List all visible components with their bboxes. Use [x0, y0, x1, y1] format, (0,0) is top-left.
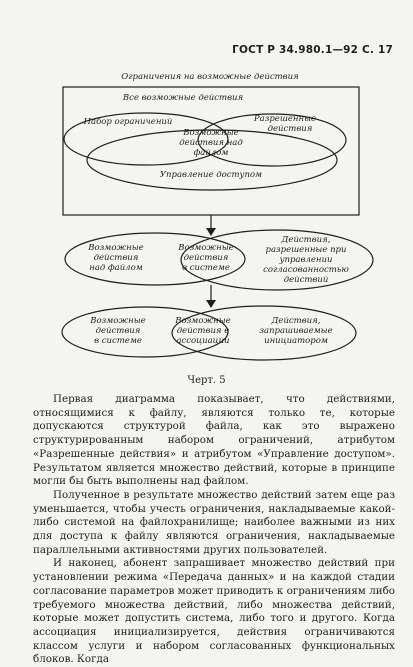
constraint-set-label: Набор ограничений [83, 117, 173, 127]
d3-right-label-1: Действия, [271, 316, 321, 326]
d3-right-label-2: запрашиваемые [259, 326, 333, 336]
d2-left-label-1: Возможные [88, 243, 144, 253]
flow-arrow-2-head [206, 300, 216, 308]
paragraph: Полученное в результате множество действий затем еще раз уменьшается, чтобы учесть ограничения, накладываемые какой-либо системой на файлохранилище; наиболее важными из них для доступа к файлу являются ограничения, накладываемые параллельными активностями других пользователей. [33, 488, 395, 556]
flow-arrow-1-head [206, 228, 216, 236]
d2-center-label-3: в системе [182, 263, 230, 273]
d3-right-label-3: инициатором [264, 336, 328, 346]
file-actions-label-2: действия над [179, 138, 243, 148]
d2-left-label-3: над файлом [89, 263, 143, 273]
d2-right-label-3: управлении [279, 255, 333, 265]
figure-title: Ограничения на возможные действия [121, 72, 299, 82]
permitted-actions-label-2: действия [267, 124, 313, 134]
file-actions-label-1: Возможные [183, 128, 239, 138]
d3-left-label-3: в системе [94, 336, 142, 346]
d2-center-label-2: действия [183, 253, 229, 263]
body-text [33, 393, 395, 667]
figure-caption: Черт. 5 [187, 375, 226, 386]
access-control-label: Управление доступом [159, 170, 263, 180]
d2-right-label-2: разрешенные при [265, 245, 347, 255]
d2-right-label-4: согласованностью [263, 265, 349, 275]
d3-left-label-1: Возможные [90, 316, 146, 326]
file-actions-label-3: файлом [193, 148, 229, 158]
all-actions-label: Все возможные действия [122, 93, 244, 103]
d2-right-label-5: действий [283, 275, 329, 285]
d3-left-label-2: действия [95, 326, 141, 336]
paragraph: И наконец, абонент запрашивает множество действий при установлении режима «Передача данных» и на каждой стадии согласование параметров может приводить к ограничениям либо требуемого множества действий, либо множества действий, которые может допустить система, либо того и другого. Когда ассоциация инициализируется, действия ограничиваются классом услуги и набором согласованных функциональных блоков. Когда [33, 557, 395, 666]
permitted-actions-label-1: Разрешенные [253, 114, 317, 124]
d2-left-label-2: действия [93, 253, 139, 263]
d3-center-label-2: действия в [176, 326, 230, 336]
d2-center-label-1: Возможные [178, 243, 234, 253]
d3-center-label-3: ассоциации [176, 336, 230, 346]
d3-center-label-1: Возможные [175, 316, 231, 326]
paragraph: Первая диаграмма показывает, что действиями, относящимися к файлу, являются только те, которые допускаются структурой файла, как это выражено структурированным набором ограничений, атрибутом «Разрешенные действия» и атрибутом «Управление доступом». Результатом является множество действий, которые в принципе могли бы быть выполнены над файлом. [33, 393, 395, 488]
d2-right-label-1: Действия, [281, 235, 331, 245]
running-header: ГОСТ Р 34.980.1—92 С. 17 [232, 44, 393, 56]
